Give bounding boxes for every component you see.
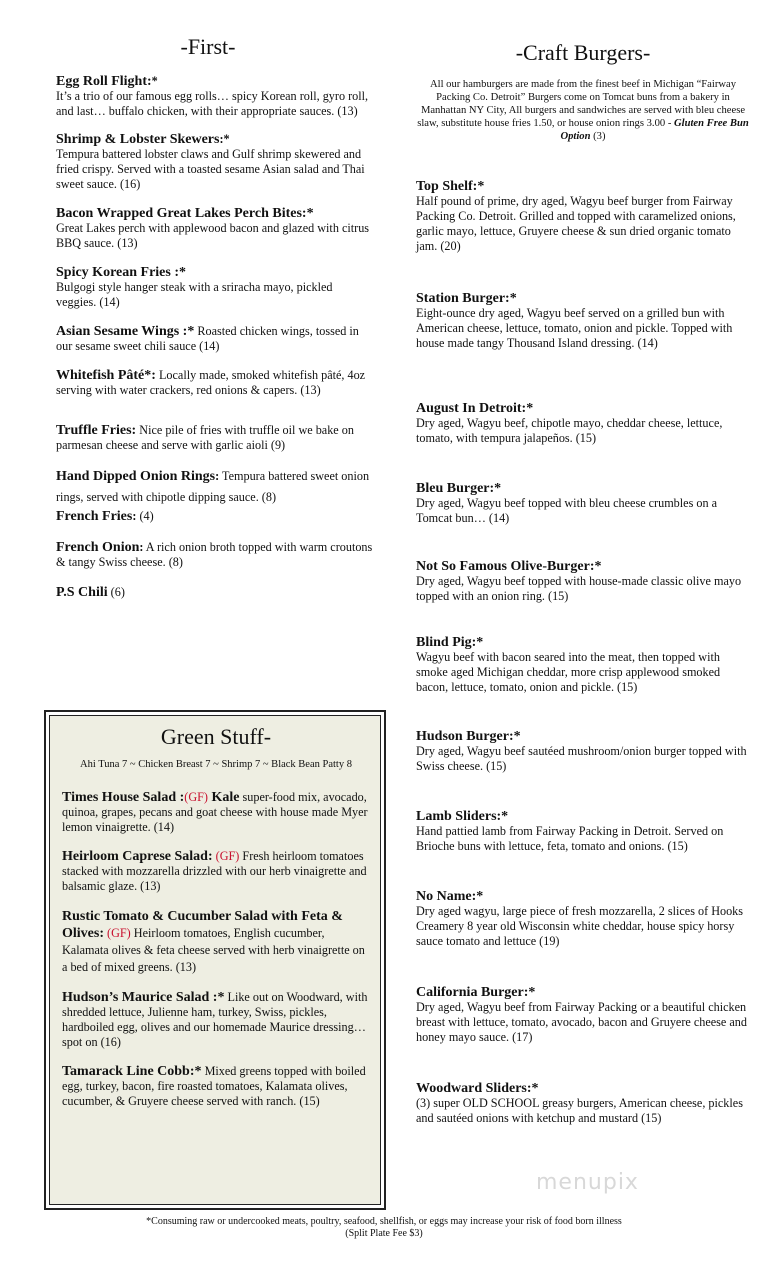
split-plate-fee: (Split Plate Fee $3) xyxy=(345,1228,423,1239)
burger-item xyxy=(416,1081,750,1126)
item-name: Spicy Korean Fries :* xyxy=(56,265,187,280)
salad-item xyxy=(62,790,370,835)
menu-item xyxy=(56,509,374,524)
item-name: Egg Roll Flight: xyxy=(56,74,152,89)
intro-end: (3) xyxy=(590,131,606,142)
item-name: Hand Dipped Onion Rings xyxy=(56,469,216,484)
item-desc: Eight-ounce dry aged, Wagyu beef served on a grilled bun with American cheese, lettuce, tomato, onion and pickle. Topped with house made tangy Thousand Island dressing. (14) xyxy=(416,306,733,350)
item-sep: : xyxy=(132,509,137,523)
gluten-free-tag: (GF) xyxy=(184,790,208,804)
item-name: California Burger:* xyxy=(416,985,536,1000)
burger-item xyxy=(416,809,750,889)
item-desc: Tempura battered lobster claws and Gulf shrimp skewered and fried crispy. Served with a toasted sesame Asian salad and Thai sweet sauce. (16) xyxy=(56,147,365,191)
item-desc: (4) xyxy=(136,509,154,523)
salad-item xyxy=(62,990,370,1050)
item-desc: Wagyu beef with bacon seared into the meat, then topped with smoke aged Michigan cheddar, more crisp applewood smoked bacon, lettuce, tomato, onion and pickle. (15) xyxy=(416,650,721,694)
item-desc: Like out on Woodward, with shredded lettuce, Julienne ham, turkey, Swiss, pickles, hardboiled egg, olives and our homemade Maurice dressing… spot on (16) xyxy=(62,990,368,1049)
watermark: menupix xyxy=(536,1170,639,1195)
item-sep: : xyxy=(215,469,220,483)
salad-item xyxy=(62,908,370,976)
item-desc: Dry aged, Wagyu beef topped with house-made classic olive mayo topped with an onion ring. (15) xyxy=(416,574,742,603)
gluten-free-tag: (GF) xyxy=(212,849,240,863)
gluten-free-bun-option: Gluten Free Bun Option xyxy=(560,118,749,142)
item-desc: Heirloom tomatoes, English cucumber, Kalamata olives & feta cheese served with herb vinaigrette on a bed of mixed greens. (13) xyxy=(62,926,365,974)
burger-item xyxy=(416,559,750,635)
item-desc: Half pound of prime, dry aged, Wagyu beef burger from Fairway Packing Co. Detroit. Grilled and topped with caramelized onions, garlic mayo, lettuce, Gruyere cheese & sun dried organic tomato jam. (20) xyxy=(416,194,736,253)
menu-item xyxy=(56,540,374,570)
item-desc: super-food mix, avocado, quinoa, grapes, pecans and goat cheese with house made Myer lemon vinaigrette. (14) xyxy=(62,790,368,834)
item-name: Station Burger:* xyxy=(416,291,517,306)
menu-item xyxy=(56,585,374,600)
item-desc: Dry aged wagyu, large piece of fresh mozzarella, 2 slices of Hooks Creamery 8 year old Wisconsin white cheddar, house spicy horsy sauce tomato and lettuce (19) xyxy=(416,904,744,948)
item-name: Whitefish Pâté*: xyxy=(56,368,156,383)
item-sep: * xyxy=(151,74,158,88)
item-name: No Name:* xyxy=(416,889,484,904)
item-desc: (3) super OLD SCHOOL greasy burgers, American cheese, pickles and sautéed onions with ketchup and mustard (15) xyxy=(416,1096,743,1125)
item-desc: A rich onion broth topped with warm croutons & tangy Swiss cheese. (8) xyxy=(56,540,373,569)
item-desc: Roasted chicken wings, tossed in our sesame sweet chili sauce (14) xyxy=(56,324,359,353)
item-desc: Hand pattied lamb from Fairway Packing in Detroit. Served on Brioche buns with lettuce, feta, tomato and onions. (15) xyxy=(416,824,724,853)
burger-item xyxy=(416,291,750,401)
item-name: Truffle Fries: xyxy=(56,423,137,438)
item-sep: :* xyxy=(219,132,230,146)
item-name: Not So Famous Olive-Burger:* xyxy=(416,559,602,574)
item-desc: Fresh heirloom tomatoes stacked with mozzarella drizzled with our herb vinaigrette and balsamic glaze. (13) xyxy=(62,849,367,893)
menu-item xyxy=(56,466,374,507)
burger-item xyxy=(416,401,750,481)
first-section xyxy=(56,34,374,614)
item-name: French Fries xyxy=(56,509,133,524)
item-desc: Mixed greens topped with boiled egg, turkey, bacon, fire roasted tomatoes, Kalamata olives, cucumber, & Gruyere cheese served with ranch. (15) xyxy=(62,1064,366,1108)
gluten-free-tag: (GF) xyxy=(104,926,131,940)
item-sep: : xyxy=(139,540,144,554)
menu-item xyxy=(56,206,374,251)
burger-item xyxy=(416,985,750,1081)
menu-item xyxy=(56,265,374,310)
green-title: Green Stuff- xyxy=(160,724,272,749)
item-desc: Tempura battered sweet onion rings, served with chipotle dipping sauce. (8) xyxy=(56,469,370,504)
item-desc: Locally made, smoked whitefish pâté, 4oz serving with water crackers, red onions & capers. (13) xyxy=(56,368,366,397)
item-desc: Nice pile of fries with truffle oil we bake on parmesan cheese and serve with garlic aioli (9) xyxy=(56,423,354,452)
item-name: Heirloom Caprese Salad: xyxy=(62,849,213,864)
item-name-emphasis: Kale xyxy=(207,790,240,805)
menu-item xyxy=(56,132,374,192)
item-name: Bleu Burger:* xyxy=(416,481,502,496)
salad-item xyxy=(62,1064,370,1109)
item-name: Top Shelf:* xyxy=(416,179,485,194)
burger-item xyxy=(416,635,750,729)
item-name: Hudson’s Maurice Salad :* xyxy=(62,990,225,1005)
item-name: August In Detroit:* xyxy=(416,401,534,416)
menu-item xyxy=(56,74,374,119)
item-name: French Onion xyxy=(56,540,140,555)
item-name: Shrimp & Lobster Skewers xyxy=(56,132,220,147)
item-desc: Dry aged, Wagyu beef topped with bleu cheese crumbles on a Tomcat bun… (14) xyxy=(416,496,718,525)
item-name: Asian Sesame Wings :* xyxy=(56,324,195,339)
green-stuff-box xyxy=(44,710,386,1210)
item-name: Bacon Wrapped Great Lakes Perch Bites:* xyxy=(56,206,314,221)
green-stuff-panel xyxy=(49,715,381,1205)
item-name: Woodward Sliders:* xyxy=(416,1081,539,1096)
first-title: -First- xyxy=(180,34,236,59)
item-desc: (6) xyxy=(107,585,125,599)
burgers-intro xyxy=(416,78,750,143)
burger-item xyxy=(416,889,750,985)
burger-item xyxy=(416,481,750,559)
footer-disclaimer xyxy=(0,1216,768,1240)
item-name: Blind Pig:* xyxy=(416,635,484,650)
item-desc: Great Lakes perch with applewood bacon and glazed with citrus BBQ sauce. (13) xyxy=(56,221,370,250)
item-name: Rustic Tomato & Cucumber Salad with Feta & Olives: xyxy=(62,909,343,941)
item-name: Lamb Sliders:* xyxy=(416,809,509,824)
item-name: Times House Salad : xyxy=(62,790,185,805)
menu-item xyxy=(56,423,374,453)
intro-text: All our hamburgers are made from the finest beef in Michigan “Fairway Packing Co. Detroit” Burgers come on Tomcat buns from a bakery in Manhattan NY City, All burgers and sandwiches are served with bleu cheese slaw, substitute house fries 1.50, or house onion rings 3.00 - xyxy=(417,79,746,129)
food-safety-warning: *Consuming raw or undercooked meats, poultry, seafood, shellfish, or eggs may increase your risk of food born illness xyxy=(146,1216,622,1227)
protein-addons: Ahi Tuna 7 ~ Chicken Breast 7 ~ Shrimp 7 ~ Black Bean Patty 8 xyxy=(80,759,352,770)
menu-item xyxy=(56,324,374,354)
burgers-title: -Craft Burgers- xyxy=(515,40,651,65)
item-name: P.S Chili xyxy=(56,585,108,600)
item-desc: Dry aged, Wagyu beef sautéed mushroom/onion burger topped with Swiss cheese. (15) xyxy=(416,744,747,773)
salad-item xyxy=(62,849,370,894)
burger-item xyxy=(416,729,750,809)
burger-item xyxy=(416,179,750,291)
item-desc: Dry aged, Wagyu beef, chipotle mayo, cheddar cheese, lettuce, tomato, with tempura jalapeños. (15) xyxy=(416,416,723,445)
item-desc: Bulgogi style hanger steak with a sriracha mayo, pickled veggies. (14) xyxy=(56,280,333,309)
item-name: Hudson Burger:* xyxy=(416,729,521,744)
item-name: Tamarack Line Cobb:* xyxy=(62,1064,202,1079)
item-desc: Dry aged, Wagyu beef from Fairway Packing or a beautiful chicken breast with lettuce, tomato, avocado, bacon and Gruyere cheese and honey mayo sauce. (17) xyxy=(416,1000,747,1044)
craft-burgers-section xyxy=(416,40,750,1126)
item-desc: It’s a trio of our famous egg rolls… spicy Korean roll, gyro roll, and last… buffalo chicken, with their appropriate sauces. (13) xyxy=(56,89,369,118)
menu-item xyxy=(56,368,374,398)
